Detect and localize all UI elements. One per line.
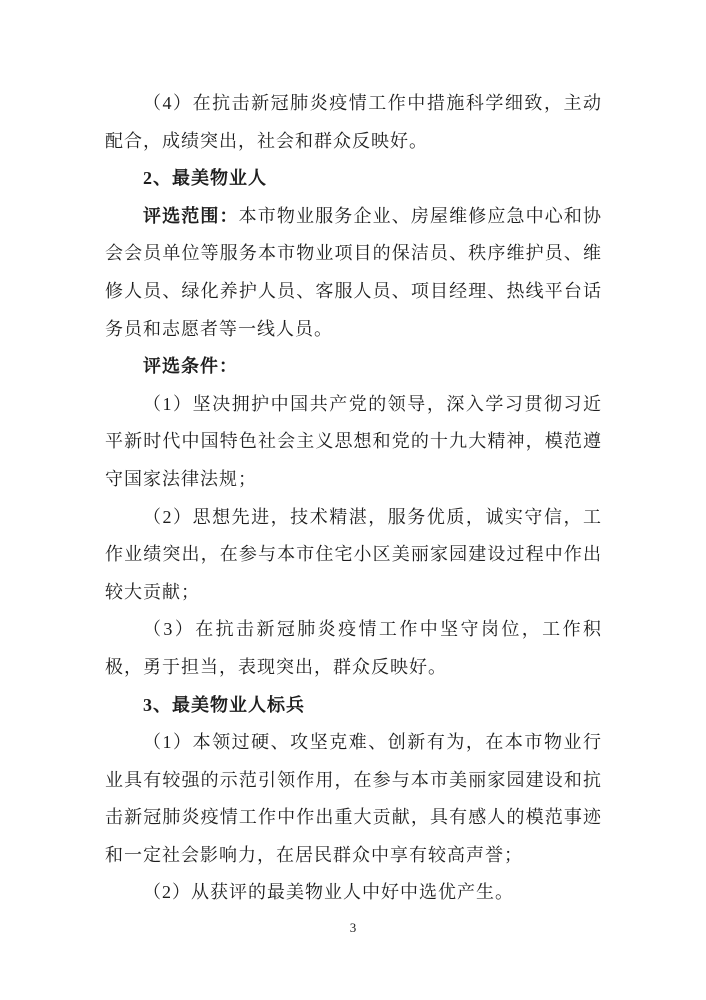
page-number: 3 [349,920,357,935]
document-body [105,85,602,912]
paragraph-pacesetter-item-2: （2）从获评的最美物业人中好中选优产生。 [143,882,514,903]
section-heading-2-zuimei-wuyeren: 2、最美物业人 [143,168,267,189]
paragraph-selection-scope [105,198,602,348]
paragraph-criteria-item-1: （1）坚决拥护中国共产党的领导，深入学习贯彻习近平新时代中国特色社会主义思想和党的十九大精神，模范遵守国家法律法规； [105,393,602,489]
selection-criteria-label: 评选条件： [143,356,238,377]
section-heading-3-zuimei-wuyeren-biaobing: 3、最美物业人标兵 [143,694,305,715]
paragraph-item-4: （4）在抗击新冠肺炎疫情工作中措施科学细致，主动配合，成绩突出，社会和群众反映好。 [105,93,602,151]
paragraph-criteria-item-2: （2）思想先进，技术精湛，服务优质，诚实守信，工作业绩突出，在参与本市住宅小区美丽家园建设过程中作出较大贡献； [105,506,602,602]
paragraph-pacesetter-item-1: （1）本领过硬、攻坚克难、创新有为，在本市物业行业具有较强的示范引领作用，在参与本市美丽家园建设和抗击新冠肺炎疫情工作中作出重大贡献，具有感人的模范事迹和一定社会影响力，在居民群众中享有较高声誉； [105,732,602,865]
paragraph-criteria-item-3: （3）在抗击新冠肺炎疫情工作中坚守岗位，工作积极，勇于担当，表现突出，群众反映好。 [105,619,602,677]
selection-scope-text: 本市物业服务企业、房屋维修应急中心和协会会员单位等服务本市物业项目的保洁员、秩序维护员、维修人员、绿化养护人员、客服人员、项目经理、热线平台话务员和志愿者等一线人员。 [105,205,603,339]
paragraph-selection-criteria-label [105,348,602,386]
selection-scope-label: 评选范围： [143,205,239,226]
